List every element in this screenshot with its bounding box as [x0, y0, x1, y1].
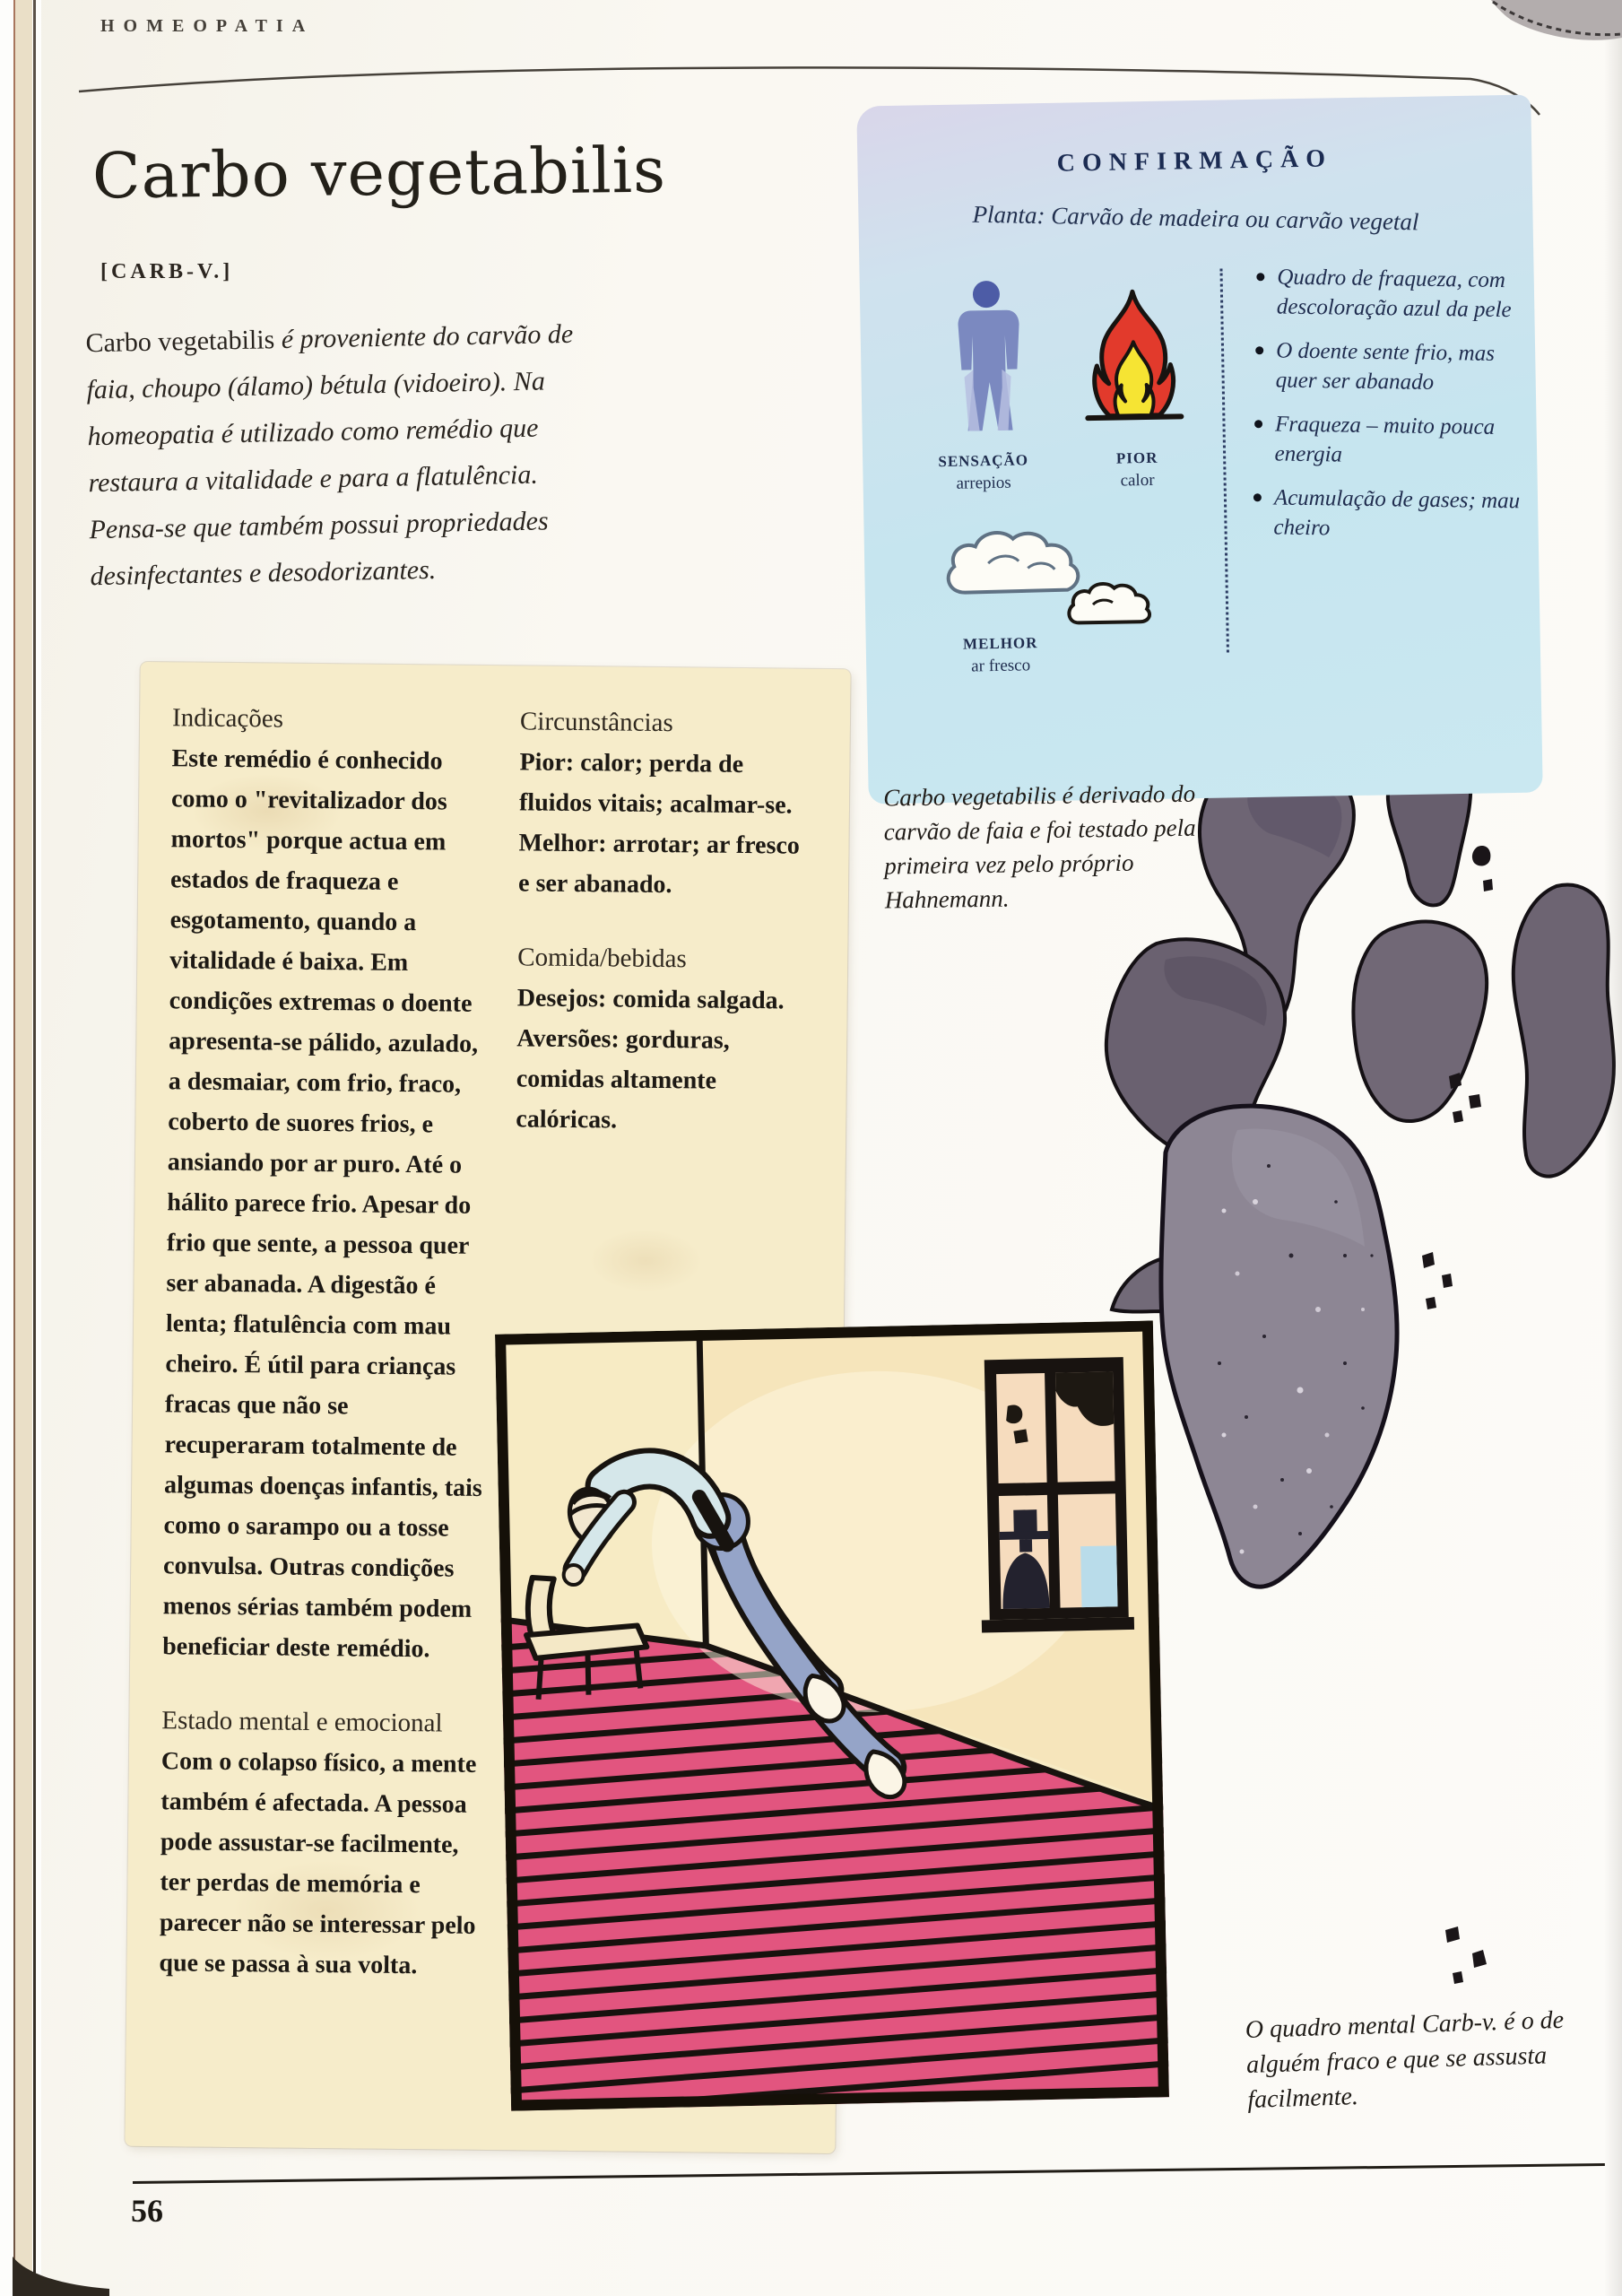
section-body: Desejos: comida salgada. Aversões: gorduras, comidas altamente calóricas.	[516, 984, 785, 1135]
running-header: HOMEOPATIA	[100, 16, 315, 36]
confirmation-bullets	[1253, 262, 1528, 560]
dotted-separator	[1219, 269, 1228, 653]
bullet-dot	[1254, 420, 1262, 428]
section-heading: Indicações	[171, 703, 284, 734]
clouds-icon	[933, 507, 1160, 645]
page-edge-shade	[1604, 0, 1622, 2296]
chair-leg	[587, 1654, 588, 1695]
page-number: 56	[131, 2193, 163, 2229]
charcoal-caption: Carbo vegetabilis é derivado do carvão de faia e foi testado pela primeira vez pelo próprio Hahnemann.	[883, 779, 1196, 914]
remedy-abbreviation: [CARB-V.]	[100, 260, 234, 283]
bullet-text: Fraqueza – muito pouca energia	[1274, 412, 1496, 467]
bullet-dot	[1253, 493, 1262, 501]
charcoal-fragment	[1483, 879, 1493, 891]
flame-icon	[1077, 282, 1191, 430]
intro-text: é proveniente do carvão de faia, choupo (álamo) bétula (vidoeiro). Na homeopatia é utilizado como remédio que restaura a vitalidade e para a flatulência. Pensa-se que também possui propriedades desinfectantes e desodorizantes.	[86, 318, 574, 592]
bullet-text: O doente sente frio, mas quer ser abanado	[1275, 338, 1496, 395]
binding-paper-band	[15, 0, 32, 2296]
section-body: Pior: calor; perda de fluidos vitais; acalmar-se. Melhor: arrotar; ar fresco e ser abanado.	[517, 748, 801, 900]
sensation-label-group	[918, 451, 1049, 495]
article-title: Carbo vegetabilis	[91, 133, 667, 213]
charcoal-fragments	[1422, 1252, 1453, 1309]
person-hand	[563, 1565, 583, 1585]
chair-backrest	[527, 1577, 555, 1637]
sensation-label: SENSAÇÃO	[938, 451, 1029, 471]
room-illustration	[495, 1320, 1169, 2110]
section-heading: Estado mental e emocional	[161, 1706, 443, 1738]
section-body: Com o colapso físico, a mente também é afectada. A pessoa pode assustar-se facilmente, ter perdas de memória e parecer não se interessar pelo que se passa à sua volta.	[159, 1747, 477, 1980]
section-heading: Comida/bebidas	[517, 943, 687, 974]
charcoal-fragments	[1445, 1926, 1487, 1984]
bottom-left-page-corner	[0, 2249, 126, 2296]
worse-value: calor	[1120, 470, 1155, 491]
remedy-name: Carbo vegetabilis	[85, 325, 275, 359]
better-value: ar fresco	[971, 656, 1031, 676]
bullet-item	[1256, 262, 1528, 325]
window	[976, 1357, 1134, 1632]
person-icon	[945, 279, 1030, 435]
section-heading: Circunstâncias	[519, 707, 673, 738]
panel-column-left	[159, 703, 499, 2026]
sensation-value: arrepios	[956, 473, 1011, 493]
bullet-dot	[1256, 273, 1264, 281]
section-body: Este remédio é conhecido como o "revitalizador dos mortos" porque actua em estados de fraqueza e esgotamento, quando a vitalidade é baixa. Em condições extremas o doente apresenta-se pálido, azulado, a desmaiar, com frio, fraco, coberto de suores frios, e ansiando por ar puro. Até o hálito parece frio. Apesar do frio que sente, a pessoa quer ser abanada. A digestão é lenta; flatulência com mau cheiro. É útil para crianças fracas que não se recuperaram totalmente de algumas doenças infantis, tais como o sarampo ou a tosse convulsa. Outras condições menos sérias também podem beneficiar deste remédio.	[162, 744, 482, 1664]
worse-label: PIOR	[1115, 448, 1158, 467]
charcoal-piece	[1514, 885, 1614, 1177]
bullet-dot	[1255, 346, 1263, 354]
footer-rule	[133, 2163, 1605, 2184]
bullet-text: Quadro de fraqueza, com descoloração azul da pele	[1276, 265, 1512, 323]
bullet-text: Acumulação de gases; mau cheiro	[1273, 485, 1521, 541]
charcoal-piece	[1353, 922, 1487, 1121]
bullet-item	[1255, 335, 1527, 398]
panel-column-right	[516, 707, 818, 1181]
window-sky	[1080, 1545, 1117, 1607]
bullet-item	[1253, 409, 1525, 472]
binding-shadow-line	[33, 0, 36, 2296]
confirmation-title: CONFIRMAÇÃO	[1056, 144, 1333, 178]
worse-label-group	[1083, 448, 1192, 491]
charcoal-fragments	[1449, 1073, 1481, 1123]
better-label: MELHOR	[962, 634, 1038, 653]
confirmation-subtitle: Planta: Carvão de madeira ou carvão vegetal	[972, 200, 1419, 236]
confirmation-box	[856, 94, 1542, 804]
book-binding	[0, 0, 41, 2296]
intro-paragraph	[85, 311, 579, 600]
chair-leg	[538, 1658, 542, 1700]
window-pane	[996, 1373, 1047, 1483]
bullet-item	[1253, 483, 1524, 545]
better-label-group	[929, 634, 1073, 678]
charcoal-fragment	[1472, 846, 1490, 866]
illustration-caption: O quadro mental Carb-v. é o de alguém fraco e que se assusta facilmente.	[1245, 2005, 1565, 2114]
